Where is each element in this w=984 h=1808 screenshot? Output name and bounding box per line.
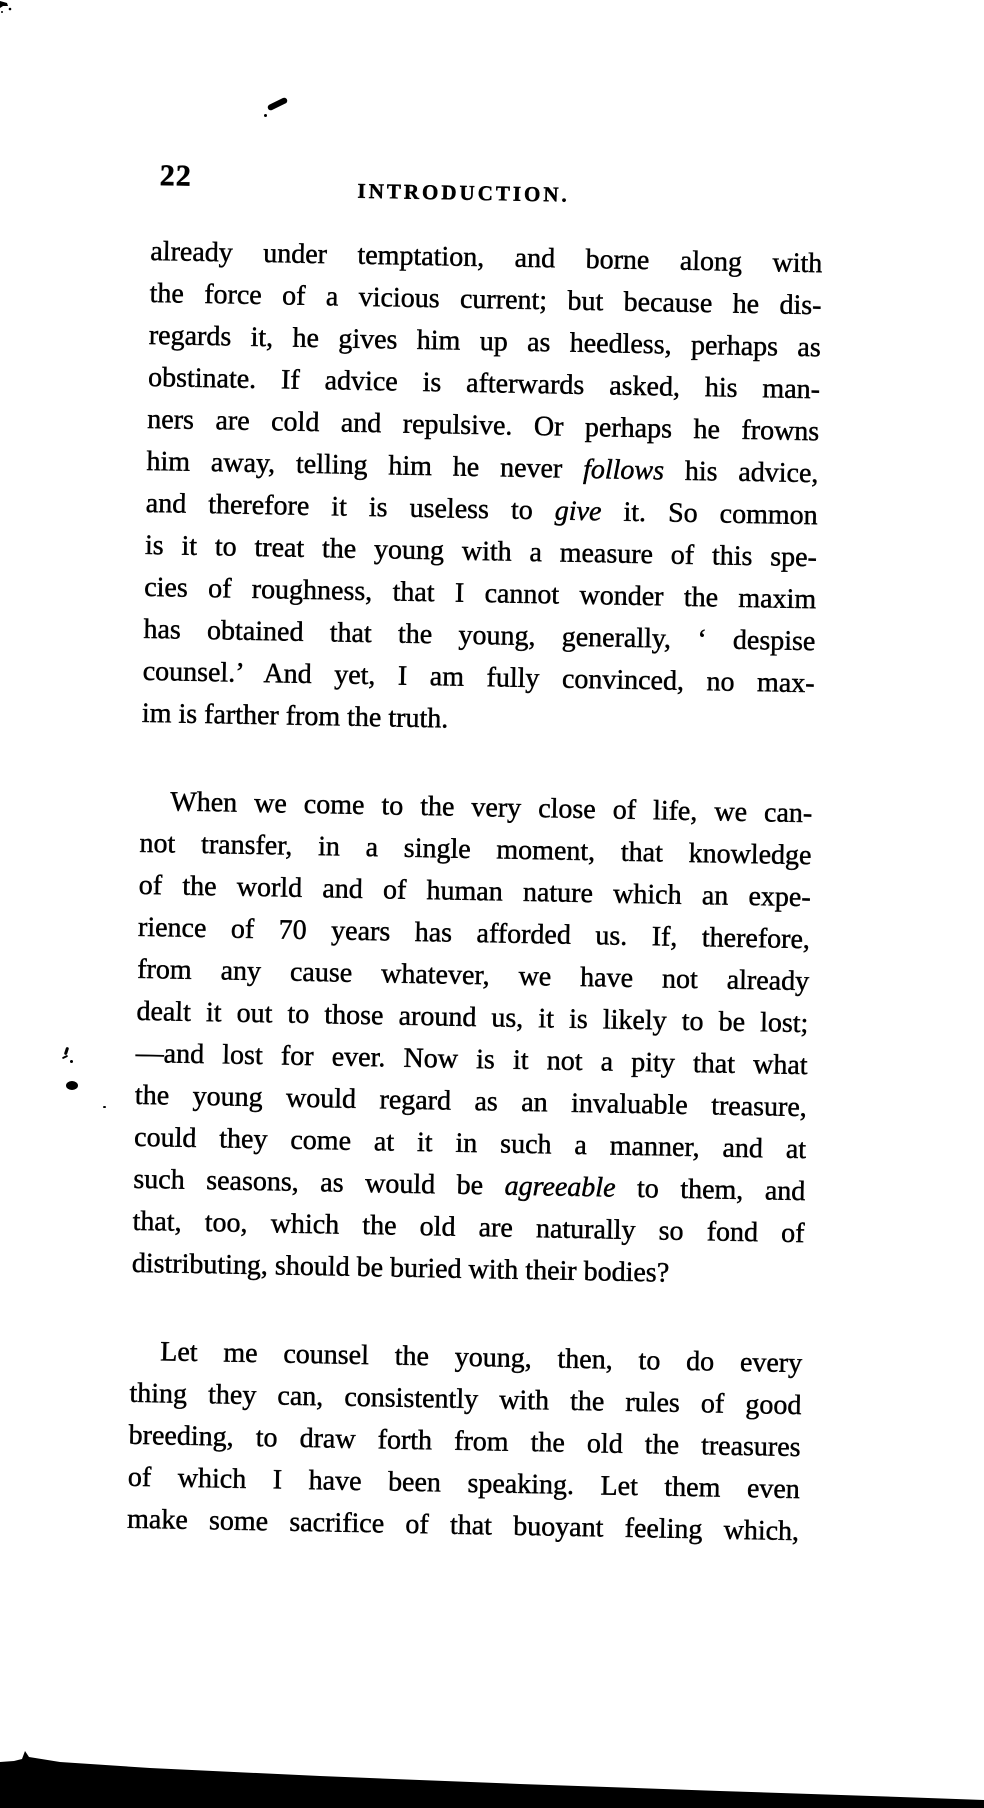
text-line: ners are cold and repulsive. Or perhaps he frowns (147, 403, 820, 448)
text-line: could they come at it in such a manner, and at (133, 1121, 807, 1166)
paragraph (131, 781, 812, 1297)
text-line: of the world and of human nature which an expe- (138, 869, 811, 914)
text-line: him away, telling him he never follows his advice, (146, 445, 819, 490)
text-line: make some sacrifice of that buoyant feeling which, (126, 1503, 800, 1548)
text-line: the force of a vicious current; but because he dis- (149, 277, 822, 322)
text-line: When we come to the very close of life, we can- (170, 786, 813, 830)
text-line: of which I have been speaking. Let them even (127, 1461, 801, 1506)
margin-squiggle-mark (62, 1055, 68, 1059)
text-line: counsel.’ And yet, I am fully convinced, no max- (142, 655, 815, 700)
text-line: already under temptation, and borne along with (150, 235, 823, 280)
text-line: such seasons, as would be agreeable to them, and (133, 1163, 806, 1208)
text-line: thing they can, consistently with the rules of good (129, 1377, 802, 1422)
text-line: distributing, should be buried with their bodies? (131, 1247, 670, 1289)
text-line: obstinate. If advice is afterwards asked, his man- (147, 361, 821, 406)
text-line: from any cause whatever, we have not already (136, 953, 810, 998)
text-line: dealt it out to those around us, it is likely to be lost; (136, 995, 809, 1040)
text-line: breeding, to draw forth from the old the treasures (128, 1419, 801, 1464)
text-line: that, too, which the old are naturally so fond of (132, 1205, 805, 1250)
text-line: Let me counsel the young, then, to do every (159, 1336, 803, 1380)
corner-ink-mark (0, 0, 16, 16)
text-line: not transfer, in a single moment, that knowledge (139, 827, 812, 872)
text-line: regards it, he gives him up as heedless, perhaps as (148, 319, 822, 364)
text-line: im is farther from the truth. (141, 697, 449, 735)
pen-stroke-dot-mark (264, 114, 267, 117)
text-line: the young would regard as an invaluable treasure, (134, 1079, 808, 1124)
paper-speck (103, 1106, 106, 1108)
paragraph (127, 1331, 803, 1553)
body-text (127, 231, 823, 1553)
margin-ink-dot (66, 1081, 78, 1090)
text-line: rience of 70 years has afforded us. If, therefore, (137, 911, 811, 956)
running-header: INTRODUCTION. (357, 178, 571, 207)
text-line: has obtained that the young, generally, ‘ despise (143, 613, 816, 658)
text-line: is it to treat the young with a measure of this spe- (144, 529, 818, 574)
pen-stroke-mark (267, 97, 289, 112)
margin-squiggle-mark (70, 1060, 73, 1063)
paragraph (142, 231, 823, 747)
text-line: —and lost for ever. Now is it not a pity that what (135, 1037, 808, 1082)
page-text-block (126, 159, 824, 1597)
text-line: cies of roughness, that I cannot wonder the maxim (143, 571, 817, 616)
page-number: 22 (159, 159, 193, 193)
text-line: and therefore it is useless to give it. So common (145, 487, 818, 532)
bottom-scan-shadow (0, 1740, 984, 1808)
